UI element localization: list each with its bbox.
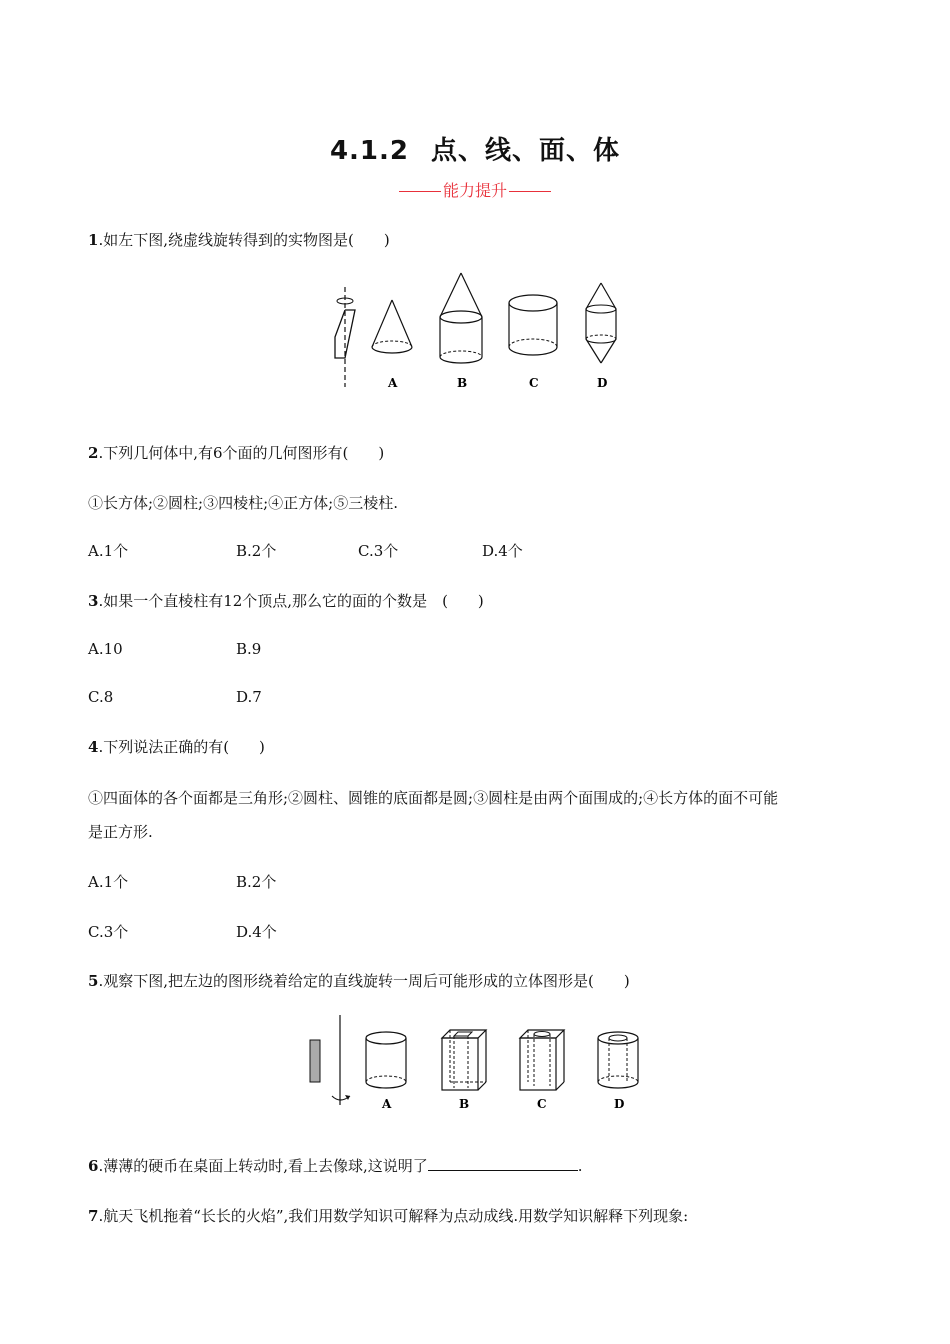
fig-label-b: B (459, 1097, 470, 1111)
fig-label-d: D (597, 376, 608, 390)
option-a-cylinder (366, 1032, 406, 1088)
q2-option-d: D.4个 (482, 542, 523, 560)
fig-label-c: C (529, 376, 539, 390)
question-text: .如左下图,绕虚线旋转得到的实物图是( ) (98, 231, 390, 249)
question-number: 7 (88, 1207, 99, 1225)
q4-option-c: C.3个 (88, 923, 129, 941)
q4-option-a: A.1个 (88, 873, 129, 891)
subtitle-rule-left (399, 191, 441, 192)
section-title: 点、线、面、体 (431, 136, 621, 166)
grey-rectangle (310, 1040, 320, 1082)
page-title (0, 130, 950, 167)
subtitle-text: 能力提升 (442, 181, 507, 200)
question-5 (88, 970, 630, 992)
question-text: .如果一个直棱柱有12个顶点,那么它的面的个数是 ( ) (98, 592, 484, 610)
q1-figure (320, 265, 630, 395)
question-7 (88, 1205, 688, 1227)
question-text: .下列几何体中,有6个面的几何图形有( ) (98, 444, 385, 462)
fig-label-c: C (537, 1097, 547, 1111)
question-4-items-line2: 是正方形. (88, 823, 153, 841)
question-4 (88, 736, 265, 758)
q4-option-b: B.2个 (236, 873, 277, 891)
q3-option-a: A.10 (88, 640, 123, 658)
q2-option-a: A.1个 (88, 542, 129, 560)
section-number: 4.1.2 (329, 136, 409, 166)
q3-option-d: D.7 (236, 688, 262, 706)
question-6 (88, 1154, 583, 1177)
question-2 (88, 442, 384, 464)
question-1 (88, 229, 390, 251)
trapezoid-shape (335, 310, 355, 358)
q3-option-b: B.9 (236, 640, 262, 658)
question-number: 6 (88, 1157, 99, 1175)
q2-option-c: C.3个 (358, 542, 399, 560)
option-c-box-round-hole (520, 1030, 564, 1090)
q4-option-d: D.4个 (236, 923, 277, 941)
question-4-items-line1: ①四面体的各个面都是三角形;②圆柱、圆锥的底面都是圆;③圆柱是由两个面围成的;④长方体的面不可能 (88, 789, 779, 807)
question-text-end: . (577, 1157, 583, 1175)
question-3 (88, 590, 484, 612)
fig-label-a: A (388, 376, 398, 390)
option-b-box-square-hole (442, 1030, 486, 1090)
q3-option-c: C.8 (88, 688, 114, 706)
fig-label-a: A (382, 1097, 392, 1111)
option-c-cylinder (509, 295, 557, 355)
option-a-cone (372, 300, 412, 353)
question-text: .观察下图,把左边的图形绕着给定的直线旋转一周后可能形成的立体图形是( ) (98, 972, 630, 990)
option-d-hollow-cylinder (598, 1032, 638, 1088)
question-number: 4 (88, 738, 99, 756)
fig-label-b: B (457, 376, 468, 390)
fig-label-d: D (614, 1097, 625, 1111)
question-text: .航天飞机拖着“长长的火焰”,我们用数学知识可解释为点动成线.用数学知识解释下列现象: (98, 1207, 689, 1225)
question-number: 3 (88, 592, 99, 610)
question-number: 5 (88, 972, 99, 990)
q5-figure (300, 1010, 650, 1115)
q2-option-b: B.2个 (236, 542, 277, 560)
subtitle-rule-right (509, 191, 551, 192)
subtitle (0, 178, 950, 201)
option-b-cone-cylinder (440, 273, 482, 363)
question-2-items: ①长方体;②圆柱;③四棱柱;④正方体;⑤三棱柱. (88, 494, 398, 512)
answer-blank[interactable] (428, 1154, 578, 1171)
question-text: .薄薄的硬币在桌面上转动时,看上去像球,这说明了 (98, 1157, 428, 1175)
option-d-double-cone (586, 283, 616, 363)
question-text: .下列说法正确的有( ) (98, 738, 265, 756)
question-number: 2 (88, 444, 99, 462)
question-number: 1 (88, 231, 99, 249)
